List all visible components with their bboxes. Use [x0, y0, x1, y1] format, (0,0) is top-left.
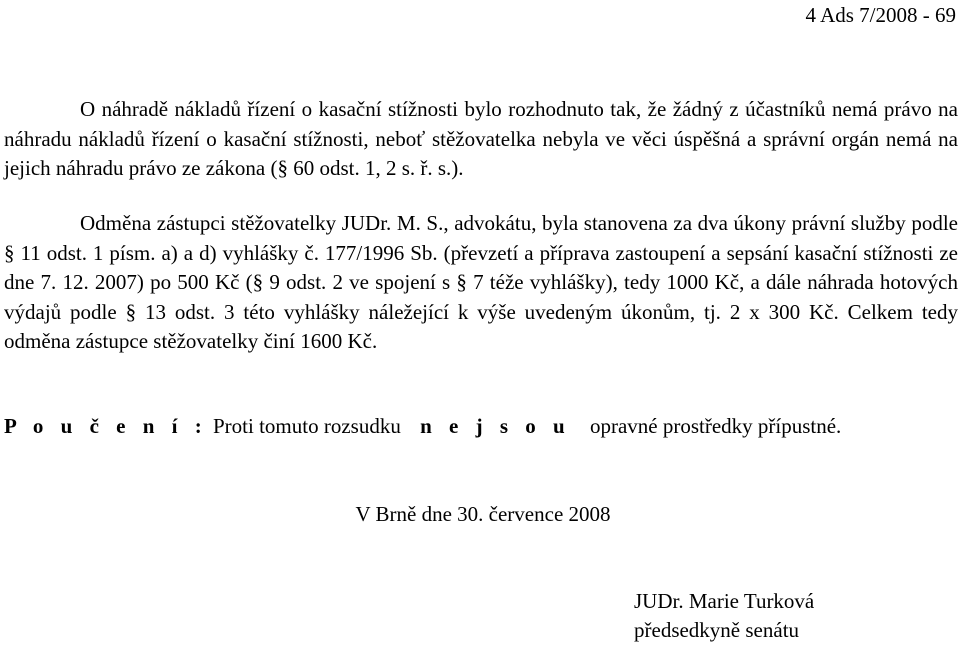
paragraph-fee: Odměna zástupci stěžovatelky JUDr. M. S., advokátu, byla stanovena za dva úkony právní služby podle § 11 odst. 1 písm. a) a d) vyhlášky č. 177/1996 Sb. (převzetí a příprava zastoupení a sepsání kasační stížnosti ze dne 7. 12. 2007) po 500 Kč (§ 9 odst. 2 ve spojení s § 7 téže vyhlášky), tedy 1000 Kč, a dále náhrada hotových výdajů podle § 13 odst. 3 této vyhlášky náležející k výše uvedeným úkonům, tj. 2 x 300 Kč. Celkem tedy odměna zástupce stěžovatelky činí 1600 Kč. — [4, 211, 958, 353]
paragraph-costs: O náhradě nákladů řízení o kasační stížnosti bylo rozhodnuto tak, že žádný z účastníků nemá právo na náhradu nákladů řízení o kasační stížnosti, neboť stěžovatelka nebyla ve věci úspěšná a správní orgán nemá na jejich náhradu právo ze zákona (§ 60 odst. 1, 2 s. ř. s.). — [4, 97, 958, 180]
signer-title: předsedkyně senátu — [634, 618, 800, 642]
instruction-label: P o u č e n í : — [4, 414, 208, 438]
instruction-text-after: opravné prostředky přípustné. — [589, 414, 842, 438]
instruction-emphasis: n e j s o u — [420, 414, 571, 438]
signer-name: JUDr. Marie Turková — [634, 589, 815, 613]
case-number: 4 Ads 7/2008 - 69 — [805, 3, 956, 27]
legal-instruction — [4, 414, 841, 439]
signature-block — [634, 587, 814, 645]
place-and-date: V Brně dne 30. července 2008 — [355, 502, 611, 526]
instruction-text-before: Proti tomuto rozsudku — [213, 414, 401, 438]
